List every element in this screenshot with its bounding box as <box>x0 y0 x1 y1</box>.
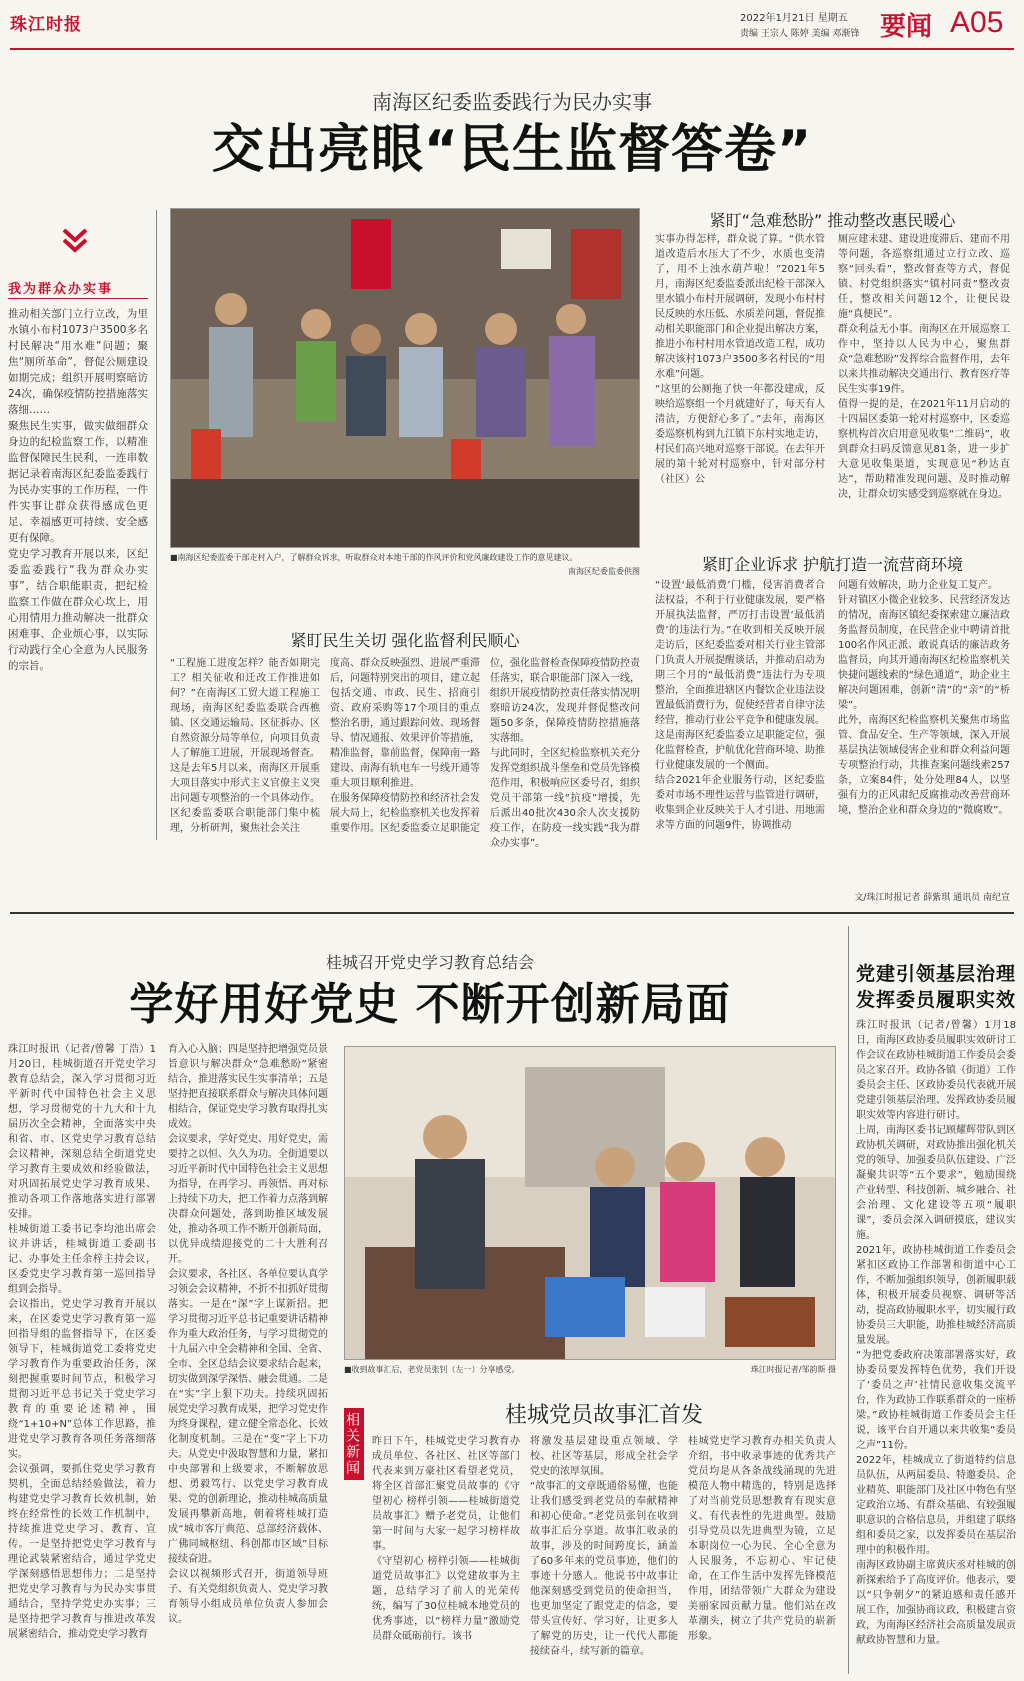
newspaper-logo: 珠江时报 <box>10 15 82 35</box>
sidebar-rule <box>8 298 148 299</box>
story1-photo <box>170 208 640 548</box>
story2-sub-title: 桂城党员故事汇首发 <box>504 1403 703 1428</box>
issue-date: 2022年1月21日 星期五 <box>740 13 848 24</box>
story1-headline: 交出亮眼“民生监督答卷” <box>211 120 813 180</box>
story1-photo-caption: ■南海区纪委监委干部走村入户，了解群众诉求，听取群众对本地干部的作风评价和党风廉政建设工作的意见建议。 <box>170 553 578 562</box>
story1-byline: 文/珠江时报记者 薛紫琪 通讯员 南纪宣 <box>854 893 1010 903</box>
story1-section3-col2: 问题有效解决，助力企业复工复产。 针对镇区小微企业较多、民营经济发达的情况，南海区镇纪委探索建立廉洁政务监督员制度，在民营企业中聘请首批100名作风正派、敢说真话的廉洁政务监督员，向其开通南海区纪检监察机关快捷问题线索的“绿色通道”，助企业主解决问题困难，创新“清”的“亲”的“桥梁”。 此外，南海区纪检监察机关聚焦市场监管、食品安全、生产等领域，深入开展基层执法领域侵害企业和群众利益问题专项整治行动，共推查案问题线索257条，立案84件，处分处理84人，以坚强有力的正风肃纪反腐推动改善营商环境，整治企业和群众身边的“微腐败”。 <box>838 580 1010 816</box>
related-news-tag: 相关新闻 <box>344 1408 364 1480</box>
section-name: 要闻 <box>880 12 933 42</box>
story1-section2-col1: 实事办得怎样，群众说了算。“供水管道改造后水压大了不少，水质也变清了，用不上浊水葫芦啦！”2021年5月，南海区纪委监委派出纪检干部深入里水镇小布村开展调研，发现小布村村民反映的水压低、水质差问题，督促推动相关职能部门和企业提出解决方案，推进小布村村用水管道改造工程，成功解决该村1073户3500多名村民的“用水难”问题。 “这里的公厕拖了快一年都没建成，反映给巡察组一个月就建好了，每天有人清洁，方便舒心多了。”去年，南海区委巡察机构到九江镇下东村实地走访，村民们高兴地对巡察干部说。在去年开展的第十轮对村巡察中，针对部分村（社区）公 <box>655 234 825 485</box>
issue-editors: 责编 王宗人 陈婷 美编 邓渐锋 <box>740 29 860 39</box>
story1-section3-title: 紧盯企业诉求 护航打造一流营商环境 <box>701 555 964 574</box>
story2-sub-col3: 桂城党史学习教育办相关负责人介绍，书中收录事迹的优秀共产党员均是从各条战线涌现的先进模范人物中精选的，特别是选择了对当前党员思想教育有现实意义、有代表性的先进典型。鼓励引导党员以先进典型为镜，立足本职岗位一心为民、全心全意为人民服务，不忘初心、牢记使命，在工作生活中发挥先锋模范作用，团结带领广大群众为建设美丽家园贡献力量。他们站在改革潮头，树立了共产党员的崭新形象。 <box>688 1436 836 1642</box>
masthead-rule <box>10 48 1014 50</box>
page-number: A05 <box>950 6 1004 39</box>
story1-section1-col1: “工程施工进度怎样？能否如期完工？相关征收和迁改工作推进如何？”在南海区工贸大道工程施工现场，南海区纪委监委联合西樵镇、区交通运输局、区征拆办、区自然资源分局等单位，向项目负责人了解施工进展，开展现场督查。 这是去年5月以来，南海区开展重大项目落实中形式主义官僚主义突出问题专项整治的一个具体动作。区纪委监委联合职能部门集中梳理，分析研判，聚焦社会关注 <box>170 658 320 834</box>
story1-section1-col3: 位，强化监督检查保障疫情防控责任落实，联合职能部门深入一线，组织开展疫情防控责任落实情况明察暗访24次，发现并督促整改问题50多条，保障疫情防控措施落实落细。 与此同时，全区纪检监察机关充分发挥党组织战斗堡垒和党员先锋模范作用，积极响应区委号召，组织党员干部第一线“抗疫”增援，先后派出40批次430余人次支援防疫工作，在防疫一线实践“我为群众办实事”。 <box>490 658 640 849</box>
story1-photo-credit: 南海区纪委监委供图 <box>568 567 640 576</box>
story2-sub-col2: 将激发基层建设重点领域、学校、社区等基层，形成全社会学党史的浓厚氛围。 “故事汇的文章既通俗易懂，也能让我们感受到老党员的奉献精神和初心使命。”老党员张钊在收到故事汇后分享道。故事汇收录的故事，涉及的时间跨度长，涵盖了60多年来的党员事迹，他们的事迹十分感人。他说书中故事让他深刻感受到党员的使命担当，也更加坚定了跟党走的信念，要带头宣传好、学习好，让更多人了解党的历史，让一代代人都能接续奋斗，续写新的篇章。 <box>530 1436 678 1657</box>
sidebar-title: 我为群众办实事 <box>8 282 114 297</box>
story2-col1: 珠江时报讯（记者/曾馨 丁浩）1月20日，桂城街道召开党史学习教育总结会，深入学习贯彻习近平新时代中国特色社会主义思想，学习贯彻党的十九大和十九届历次全会精神，全面落实中央和省、市、区党史学习教育总结会议精神，深刻总结全街道党史学习教育主要成效和经验做法，对巩固拓展党史学习教育成果、推动各项工作落地落实进行部署安排。 桂城街道工委书记李均池出席会议并讲话，桂城街道工委副书记、办事处主任余梓主持会议，区委党史学习教育第一巡回指导组到会指导。 会议指出，党史学习教育开展以来，在区委党史学习教育第一巡回指导组的监督指导下，在区委领导下，桂城街道党工委将党史学习教育作为重要政治任务，深刻把握重要时间节点，积极学习贯彻习近平总书记关于党史学习教育的重要论述精神，围绕“1+10+N”总体工作思路，推进党史学习教育各项任务落细落实。 会议强调，要抓住党史学习教育契机，全面总结经验做法，着力构建党史学习教育长效机制，始终在经常性的长效工作机制中，持续推进党史学习、教育、宣传。一是坚持把党史学习教育与理论武装紧密结合，通过学党史学深刻感悟思想伟力；二是坚持把党史学习教育与为民办实事贯通结合，坚持学党史办实事；三是坚持把学习教育与推进改革发展紧密结合，推动党史学习教育 <box>8 1044 156 1640</box>
story3-headline-line1: 党建引领基层治理 <box>856 963 1017 985</box>
story2-photo <box>344 1046 836 1360</box>
story1-section2-col2: 厕应建未建、建设进度滞后、建而不用等问题，各巡察组通过立行立改、巡察“回头看”，整改督查等方式，督促镇、村党组织落实“镇村同责”整改责任，整改相关问题12个，让便民设施“真便民”。 群众利益无小事。南海区在开展巡察工作中，坚持以人民为中心，聚焦群众“急难愁盼”发挥综合监督作用，去年以来共推动解决交通出行、教育医疗等民生实事19件。 值得一提的是，在2021年11月启动的十四届区委第一轮对村巡察中，区委巡察机构首次启用意见收集“二维码”，收到群众扫码反馈意见81条，进一步扩大意见收集渠道，实现意见“秒达直达”，帮助精准发现问题、及时推动解决，让群众切实感受到巡察就在身边。 <box>838 234 1010 500</box>
story2-headline: 学好用好党史 不断开创新局面 <box>129 979 731 1030</box>
story3-headline-line2: 发挥委员履职实效 <box>856 989 1017 1011</box>
story2-photo-credit: 珠江时报记者/邹韵斯 摄 <box>750 1365 836 1374</box>
story1-section2-title: 紧盯“急难愁盼” 推动整改惠民暖心 <box>709 211 956 230</box>
story3-divider <box>848 926 849 1674</box>
story2-kicker: 桂城召开党史学习教育总结会 <box>325 953 534 972</box>
story3-text: 珠江时报讯（记者/曾馨）1月18日，南海区政协委员履职实效研讨工作会议在政协桂城街道工作委员会委员之家召开。政协各镇（街道）工作委员会主任、区政协委员代表就开展党建引领基层治理、发挥政协委员履职实效等内容进行研讨。 上周，南海区委书记顾耀辉带队到区政协机关调研，对政协推出强化机关党的领导、加强委员队伍建设、广泛凝聚共识等“五个要求”，勉励围绕产业转型、科技创新、城乡融合、社会治理、文化建设等五项“履职课”，委员会深入调研摸底，建议实施。 2021年，政协桂城街道工作委员会紧扣区政协工作部署和街道中心工作，不断加强组织领导，创新履职载体，积极开展委员视察、调研等活动，提高政协履职水平，切实履行政协委员三大职能，助推桂城经济高质量发展。 “为把党委政府决策部署落实好，政协委员要发挥特色优势，我们开设了‘委员之声’社情民意收集交流平台，作为政协工作联系群众的一座桥梁。”政协桂城街道工作委员会主任说，该平台自开通以来共收集“委员之声”11份。 2022年，桂城成立了街道特约信息员队伍，从两届委员、特邀委员、企业精英、职能部门及社区中物色有坚定政治立场、有群众基础、有较强履职意识的合格信息员，并组建了联络组和委员之家，以发挥委员在基层治理中的积极作用。 南海区政协副主席黄庆丞对桂城的创新探索给予了高度评价。他表示，要以“只争朝夕”的紧迫感和责任感开展工作，加强协商议政，积极建言资政，为南海区经济社会高质量发展贡献政协智慧和力量。 <box>856 1020 1016 1646</box>
sidebar-text: 推动相关部门立行立改，为里水镇小布村1073户3500多名村民解决“用水难”问题；聚焦“厕所革命”，督促公厕建设如期完成；组织开展明察暗访24次，确保疫情防控措施落实落细…… 聚焦民生实事，做实做细群众身边的纪检监察工作，以精准监督保障民生民利，一连串数据记录着南海区纪委监委践行为民办实事的工作历程，一件件实事让群众获得感成色更足、幸福感更可持续、安全感更有保障。 党史学习教育开展以来，区纪委监委践行“我为群众办实事”，结合职能职责，把纪检监察工作做在群众心坎上，用心用情用力推动解决一批群众困难事、企业烦心事，以实际行动践行全心全意为人民服务的宗旨。 <box>8 308 148 672</box>
story2-col2: 育入心入脑；四是坚持把增强党员景旨意识与解决群众“急难愁盼”紧密结合，推进落实民生实事清单；五是坚持把直接联系群众与解决具体问题相结合，保证党史学习教育取得扎实成效。 会议要求，学好党史、用好党史，需要持之以恒、久久为功。全街道要以习近平新时代中国特色社会主义思想为指导，在再学习、再领悟、再对标上持续下功夫，把工作着力点落到解决群众问题处，落到助推区域发展处，推动各项工作不断开创新局面，以优异成绩迎接党的二十大胜利召开。 会议要求，各社区、各单位要认真学习领会会议精神，不折不扣抓好贯彻落实。一是在“深”字上谋新招。把学习贯彻习近平总书记重要讲话精神作为重大政治任务，与学习贯彻党的十九届六中全会精神和全国、全省、全市、全区总结会议要求结合起来，切实做到深学深悟、融会贯通。二是在“实”字上狠下功夫。持续巩固拓展党史学习教育成果，把学习党史作为终身课程，建立健全常态化、长效化制度机制。三是在“变”字上下功夫。从党史中汲取智慧和力量，紧扣中央部署和上级要求，不断解放思想、勇毅笃行、以党史学习教育成果、党的创新理论，推动桂城高质量发展再攀新高地，朝着将桂城打造成“城市客厅典范、总部经济载体、广佛同城枢纽、科创都市区域”目标接续奋进。 会议以视频形式召开，街道领导班子、有关党组织负责人、党史学习教育领导小组成员单位负责人参加会议。 <box>168 1044 328 1625</box>
chevron-down-icon <box>60 226 90 256</box>
story1-section1-title: 紧盯民生关切 强化监督利民顺心 <box>290 631 520 650</box>
story1-section3-col1: “设置‘最低消费’门槛，侵害消费者合法权益，不利于行业健康发展，要严格开展执法监督，严厉打击设置‘最低消费’的违法行为。”在收到相关反映开展走访后，区纪委监委对相关行业主管部门负责人开展提醒谈话，并推动启动为期三个月的“最低消费”违法行为专项整治，全面推进辖区内餐饮企业违法设置最低消费行为，促使经营者自律守法经营，推动行业公平竞争和健康发展。 这是南海区纪委监委立足职能定位，强化监督检查，护航优化营商环境、助推行业健康发展的一个侧面。 结合2021年企业服务行动，区纪委监委对市场不理性运营与监管进行调研，收集到企业反映关于人才引进、用地需求等方面的问题9件，协调推动 <box>655 580 825 831</box>
story-separator <box>10 912 1014 914</box>
sidebar-divider <box>156 210 157 840</box>
story1-section1-col2: 度高、群众反映强烈、进展严重滞后，问题特别突出的项目，建立起包括交通、市政、民生、招商引资、政府采购等17个项目的重点整治名册，通过跟踪问效、现场督导、情况通报、效果评价等措施，精准监督，靠前监督，保障南一路建设、南海有轨电车一号线开通等重大项目顺利推进。 在服务保障疫情防控和经济社会发展大局上，纪检监察机关也发挥着重要作用。区纪委监委立足职能定 <box>330 658 480 834</box>
story2-photo-caption: ■收到故事汇后，老党员张钊（左一）分享感受。 <box>344 1365 520 1374</box>
story1-kicker: 南海区纪委监委践行为民办实事 <box>372 90 652 114</box>
story2-sub-col1: 昨日下午，桂城党史学习教育办成员单位、各社区、社区等部门代表来到万豪社区看望老党员，将全区首部汇聚党员故事的《守望初心 榜样引领——桂城街道党员故事汇》赠予老党员，让他们第一时间与大家一起学习榜样故事。 《守望初心 榜样引领——桂城街道党员故事汇》以党建故事为主题，总结学习了前人的光荣传统，编写了30位桂城本地党员的优秀事迹，以“榜样力量”激励党员群众砥砺前行。该书 <box>372 1436 520 1642</box>
